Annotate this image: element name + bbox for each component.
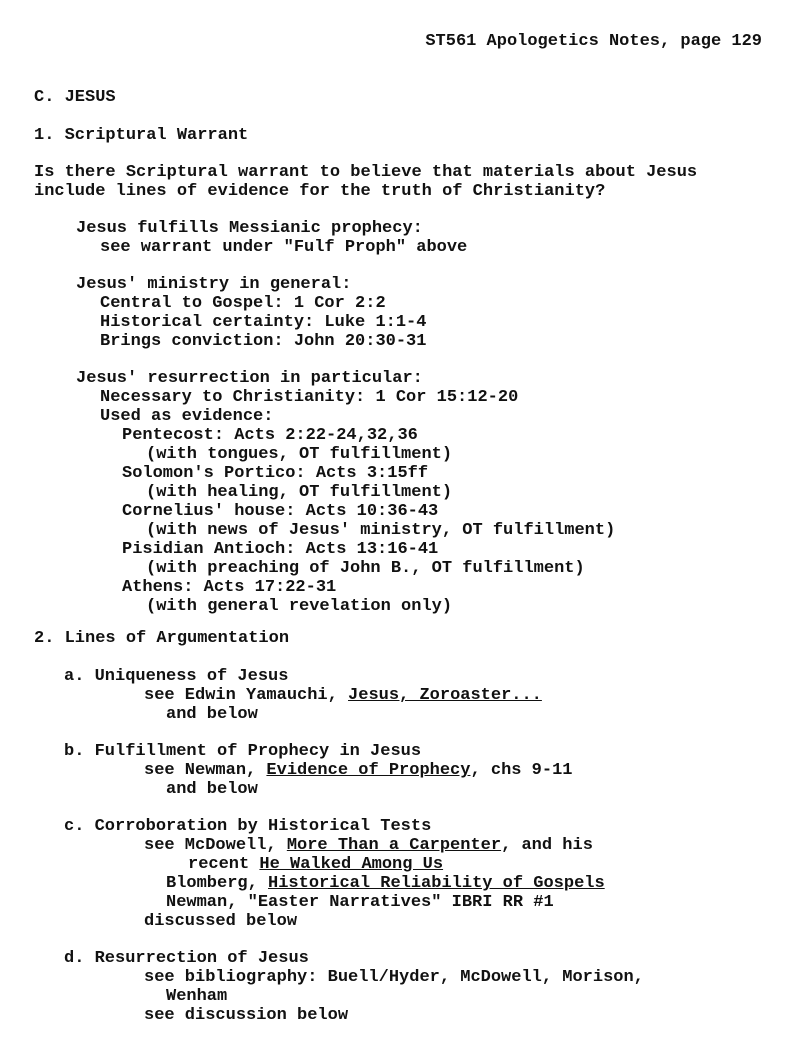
item-d-heading <box>64 950 309 968</box>
author-text: Blomberg, <box>166 874 269 893</box>
evidence-note: (with tongues, OT fulfillment) <box>146 445 453 464</box>
item-c-discussed: discussed below <box>144 912 298 931</box>
book-title: Historical Reliability of Gospels <box>268 874 605 893</box>
see-rest: , chs 9-11 <box>470 761 573 780</box>
evidence-place: Pentecost: Acts 2:22-24,32,36 <box>122 426 418 445</box>
subsection-title-lines-of-argumentation: 2. Lines of Argumentation <box>34 629 290 648</box>
evidence-note: (with general revelation only) <box>146 597 453 616</box>
item-c-blomberg <box>166 875 605 893</box>
item-c-recent <box>188 856 443 874</box>
item-c-heading <box>64 818 431 836</box>
item-c-title: Corroboration by Historical Tests <box>94 817 432 836</box>
recent-text: recent <box>188 855 260 874</box>
evidence-place: Cornelius' house: Acts 10:36-43 <box>122 502 439 521</box>
evidence-note: (with preaching of John B., OT fulfillment) <box>146 559 585 578</box>
item-a-heading <box>64 668 288 686</box>
question-line-2: include lines of evidence for the truth of Christianity? <box>34 182 606 201</box>
item-label: b. <box>64 742 85 761</box>
item-b-below: and below <box>166 780 258 799</box>
resurrection-necessary: Necessary to Christianity: 1 Cor 15:12-20 <box>100 388 519 407</box>
resurrection-heading: Jesus' resurrection in particular: <box>76 369 423 388</box>
item-a-see <box>144 687 542 705</box>
see-text: see McDowell, <box>144 836 287 855</box>
evidence-place: Pisidian Antioch: Acts 13:16-41 <box>122 540 439 559</box>
item-label: c. <box>64 817 85 836</box>
book-title: More Than a Carpenter <box>286 836 502 855</box>
book-title: He Walked Among Us <box>259 855 444 874</box>
messianic-line: see warrant under "Fulf Proph" above <box>100 238 468 257</box>
page-header: ST561 Apologetics Notes, page 129 <box>425 32 762 51</box>
ministry-heading: Jesus' ministry in general: <box>76 275 352 294</box>
messianic-heading: Jesus fulfills Messianic prophecy: <box>76 219 423 238</box>
item-label: d. <box>64 949 85 968</box>
item-d-title: Resurrection of Jesus <box>94 949 309 968</box>
see-rest: , and his <box>501 836 593 855</box>
book-title: Evidence of Prophecy <box>266 761 471 780</box>
item-b-title: Fulfillment of Prophecy in Jesus <box>94 742 422 761</box>
section-heading-jesus: C. JESUS <box>34 88 116 107</box>
see-text: see Edwin Yamauchi, <box>144 686 349 705</box>
item-c-see <box>144 837 593 855</box>
item-c-newman: Newman, "Easter Narratives" IBRI RR #1 <box>166 893 554 912</box>
item-label: a. <box>64 667 85 686</box>
question-line-1: Is there Scriptural warrant to believe that materials about Jesus <box>34 163 698 182</box>
list-item: Historical certainty: Luke 1:1-4 <box>100 313 427 332</box>
subsection-title-scriptural-warrant: 1. Scriptural Warrant <box>34 126 249 145</box>
list-item: Brings conviction: John 20:30-31 <box>100 332 427 351</box>
item-b-heading <box>64 743 421 761</box>
evidence-place: Athens: Acts 17:22-31 <box>122 578 337 597</box>
item-a-title: Uniqueness of Jesus <box>94 667 289 686</box>
evidence-place: Solomon's Portico: Acts 3:15ff <box>122 464 429 483</box>
evidence-note: (with news of Jesus' ministry, OT fulfillment) <box>146 521 616 540</box>
item-b-see <box>144 762 573 780</box>
item-a-below: and below <box>166 705 258 724</box>
item-d-biblio: see bibliography: Buell/Hyder, McDowell, Morison, <box>144 968 644 987</box>
item-d-discussion: see discussion below <box>144 1006 349 1025</box>
book-title: Jesus, Zoroaster... <box>348 686 542 705</box>
see-text: see Newman, <box>144 761 267 780</box>
item-d-wenham: Wenham <box>166 987 228 1006</box>
list-item: Central to Gospel: 1 Cor 2:2 <box>100 294 386 313</box>
resurrection-used: Used as evidence: <box>100 407 274 426</box>
evidence-note: (with healing, OT fulfillment) <box>146 483 453 502</box>
